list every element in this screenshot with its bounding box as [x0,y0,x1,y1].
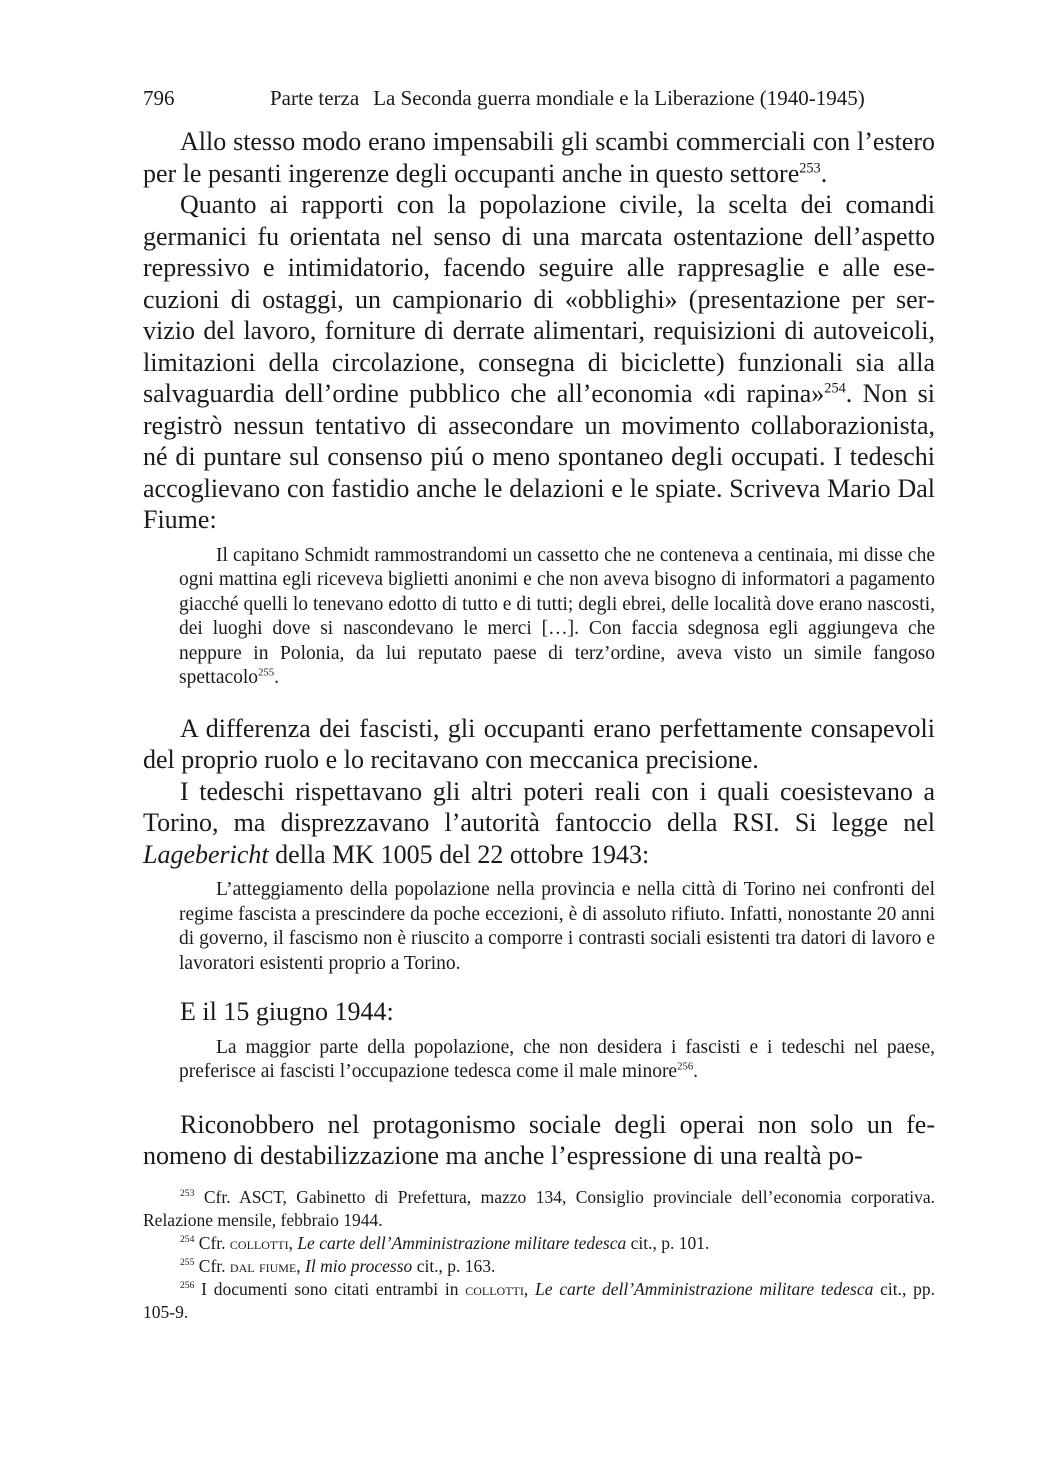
paragraph-4: I tedeschi rispettavano gli altri poteri reali con i quali coesistevano a Torino, ma disprezzavano l’autorità fantoccio della RSI. Si legge nel Lagebericht della MK 1005 del 22 ottobre 1943: [143,776,935,869]
paragraph-1: Allo stesso modo erano impensabili gli scambi commerciali con l’estero per le pesanti ingerenze degli occupanti anche in questo settore$^{253}$. [143,127,935,188]
author-name: dal fiume [229,1256,297,1276]
footnote-number: 254 [180,1234,195,1246]
footnote-255: $^{255}$ Cfr. dal fiume, Il mio processo cit., p. 163. [180,1256,496,1276]
work-title: Le carte dell’Amministrazione militare tedesca [535,1279,874,1299]
footnote-number: 253 [180,1188,195,1200]
footnote-ref-256[interactable]: 256 [677,1060,694,1073]
footnote-254: $^{254}$ Cfr. collotti, Le carte dell’Amministrazione militare tedesca cit., p. 101. [180,1233,710,1253]
footnote-256: $^{256}$ I documenti sono citati entrambi in collotti, Le carte dell’Amministrazione militare tedesca cit., pp. 105-9. [143,1279,935,1322]
block-quote-2: L’atteggiamento della popolazione nella provincia e nella città di Torino nei confronti del regime fascista a prescindere da poche eccezioni, è di assoluto rifiuto. Infatti, nonostante 20 anni di governo, il fascismo non è riuscito a comporre i contrasti sociali esistenti tra datori di lavoro e lavoratori esistenti proprio a Torino. [179,879,935,974]
part-title: Parte terza [270,86,360,110]
footnote-number: 255 [180,1257,195,1269]
work-title: Le carte dell’Amministrazione militare tedesca [297,1233,627,1253]
footnote-ref-254[interactable]: 254 [824,380,846,397]
chapter-title: La Seconda guerra mondiale e la Liberazione (1940-1945) [373,86,865,110]
main-text [143,126,935,1172]
paragraph-2: Quanto ai rapporti con la popolazione civile, la scelta dei comandi germanici fu orientata nel senso di una marcata ostentazione dell’aspetto repressivo e intimidatorio, facendo seguire alle rappresaglie e alle esecuzioni di ostaggi, un campionario di «obblighi» (presentazione per servizio del lavoro, forniture di derrate alimentari, requisizioni di autoveicoli, limitazioni della circolazione, consegna di biciclette) funzionali sia alla salvaguardia dell’ordine pubblico che all’economia «di rapina»$^{254}$. Non si registrò nessun tentativo di assecondare un movimento collaborazionista, né di puntare sul consenso piú o meno spontaneo degli occupati. I tedeschi accoglievano con fastidio anche le delazioni e le spiate. Scriveva Mario Dal Fiume: [143,190,935,534]
footnote-253: $^{253}$ Cfr. ASCT, Gabinetto di Prefettura, mazzo 134, Consiglio provinciale dell’economia corporativa. Relazione mensile, febbraio 1944. [143,1187,935,1230]
footnote-ref-253[interactable]: 253 [799,159,821,176]
author-name: collotti [229,1233,289,1253]
running-header [143,84,933,112]
paragraph-6: Riconobbero nel protagonismo sociale degli operai non solo un fenomeno di destabilizzazione ma anche l’espressione di una realtà po- [143,1109,935,1170]
block-quote-3: La maggior parte della popolazione, che non desidera i fascisti e i tedeschi nel paese, preferisce ai fascisti l’occupazione tedesca come il male minore$^{256}$. [179,1036,935,1082]
page-number: 796 [143,86,175,110]
footnotes [143,1186,935,1324]
footnote-ref-255[interactable]: 255 [258,666,275,679]
paragraph-5: E il 15 giugno 1944: [180,997,394,1026]
paragraph-3: A differenza dei fascisti, gli occupanti erano perfettamente consapevoli del proprio ruolo e lo recitavano con meccanica precisione. [143,713,935,774]
footnote-number: 256 [180,1280,195,1292]
author-name: collotti [465,1279,524,1299]
work-title: Il mio processo [305,1256,413,1276]
document-title: Lagebericht [143,839,269,869]
block-quote-1: Il capitano Schmidt rammostrandomi un cassetto che ne conteneva a centinaia, mi disse che ogni mattina egli riceveva biglietti anonimi e che non aveva bisogno di informatori a pagamento giacché quelli lo tenevano edotto di tutto e di tutti; degli ebrei, delle località dove erano nascosti, dei luoghi dove si nascondevano le merci […]. Con faccia sdegnosa egli aggiungeva che neppure in Polonia, da lui reputato paese di terz’ordine, aveva visto un simile fangoso spettacolo$^{255}$. [179,544,935,688]
